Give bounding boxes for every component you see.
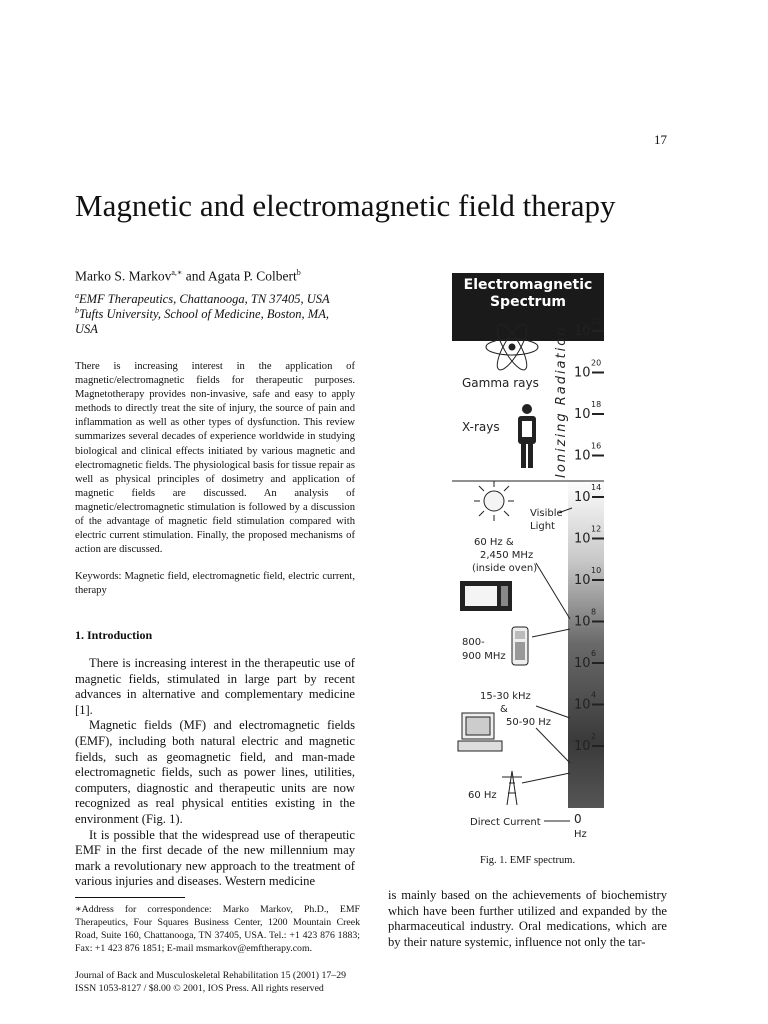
scale-tick-label: 10 [574,697,591,713]
ionizing-radiation-label: Ionizing Radiation [554,325,569,478]
scale-tick-exponent: 8 [591,607,597,617]
direct-current-label: Direct Current [470,817,541,828]
affiliation-b: $^b$Tufts University, School of Medicine, Boston, MA, USA [75,306,329,337]
scale-tick-label: 10 [574,656,591,671]
scale-tick-exponent: 14 [591,483,602,492]
scale-tick-label: 10 [574,531,591,547]
right-column-text: is mainly based on the achievements of biochemistry which have been further utilized and expanded by the pharmaceutical industry. Oral medications, which are by their nature systemic, influence not only the tar- [388,888,667,949]
scale-tick-label: 10 [574,490,591,505]
scale-tick-exponent: 10 [591,566,602,575]
scale-tick-label: 10 [574,739,591,754]
visible-label-1: Visible [530,508,563,519]
section-heading-introduction: 1. Introduction [75,628,153,642]
sun-icon [474,481,514,521]
scale-tick-exponent: 18 [591,400,602,409]
author-connector: and Agata P. Colbert [182,268,297,284]
cell-label-2: 900 MHz [462,651,506,662]
pc-label-3: 50-90 Hz [506,717,552,728]
author-1: Marko S. Markov [75,268,172,284]
cell-phone-icon [512,627,528,665]
visible-label-2: Light [530,521,555,532]
scale-tick-label: 10 [574,573,591,588]
oven-arrow [536,563,570,619]
microwave-icon [460,581,512,611]
scale-tick-label: 10 [574,448,591,464]
pc-label-2: & [500,704,508,715]
scale-tick-exponent: 16 [591,441,602,451]
figure-header-line2: Spectrum [489,294,567,310]
power-tower-icon [502,771,522,805]
atom-icon [486,320,538,373]
footnote-rule [75,897,185,898]
power-line-label: 60 Hz [468,790,497,801]
journal-issn: ISSN 1053-8127 / $8.00 © 2001, IOS Press. All rights reserved [75,983,324,994]
oven-label-2: 2,450 MHz [480,550,534,561]
author-2-sup: b [296,268,301,277]
figure-header-line1: Electromagnetic [463,277,593,293]
intro-paragraph: There is increasing interest in the therapeutic use of magnetic fields, stimulated in large part by recent advances in alternative and complementary medicine [1]. [75,656,355,717]
gamma-rays-label: Gamma rays [462,376,539,390]
author-1-sup: a,∗ [171,268,183,277]
keywords: Keywords: Magnetic field, electromagnetic field, electric current, therapy [75,571,355,597]
scale-tick-label: 10 [574,407,591,422]
emf-spectrum-figure [452,273,604,843]
scale-tick-exponent: 6 [591,649,597,658]
journal-info [75,969,375,995]
scale-tick-exponent: 20 [591,358,602,368]
intro-paragraph: Magnetic fields (MF) and electromagnetic fields (EMF), including both natural electric and magnetic fields, such as geomagnetic field, and man-made electromagnetic fields, such as power lines, utilities, computers, diagnostic and therapeutic units are now recognized as real physical entities existing in the environment (Fig. 1). [75,718,355,826]
oven-label-3: (inside oven) [472,563,538,574]
scale-tick-exponent: 12 [591,524,602,534]
xrays-label: X-rays [462,420,500,434]
figure-caption: Fig. 1. EMF spectrum. [480,855,576,866]
scale-tick-exponent: 2 [591,732,597,741]
scale-tick-exponent: 4 [591,690,597,700]
page-number: 17 [654,132,667,147]
paper-title: Magnetic and electromagnetic field therapy [75,188,616,223]
author-line [75,268,301,285]
computer-icon [458,713,502,751]
cell-arrow [532,629,570,637]
xray-person-icon [518,404,536,468]
scale-tick-label: 10 [574,324,591,339]
correspondence-footnote: ∗Address for correspondence: Marko Markov, Ph.D., EMF Therapeutics, Four Squares Business Center, 1200 Mountain Creek Road, Suite 160, Chattanooga, TN 37405, USA. Tel.: +1 423 876 1883; Fax: +1 423 876 1851; E-mail msmarkov@emftherapy.com. [75,904,360,954]
journal-citation: Journal of Back and Musculoskeletal Rehabilitation 15 (2001) 17–29 [75,970,346,981]
scale-tick-exponent: 22 [591,317,602,326]
affiliation-a: $^a$EMF Therapeutics, Chattanooga, TN 37405, USA [75,291,330,307]
introduction-body [75,656,355,890]
oven-label-1: 60 Hz & [474,537,514,548]
scale-tick-label: 10 [574,365,591,381]
abstract: There is increasing interest in the application of magnetic/electromagnetic fields for therapeutic purposes. Magnetotherapy provides non-invasive, safe and easy to apply methods to directly treat the site of injury, the source of pain and inflammation as well as other types of dysfunction. This review summarizes several decades of experience worldwide in studying biological and clinical effects initiated by various magnetic and electromagnetic fields. The physiological basis for tissue repair as well as physical principles of dosimetry and application of magnetic fields are discussed. An analysis of magnetic/electromagnetic stimulation is followed by a discussion of the advantage of magnetic field stimulation compared with electric current stimulation. Finally, the proposed mechanisms of action are discussed. [75,361,355,556]
scale-zero: 0 [574,812,582,826]
pc-arrow-2 [536,728,570,763]
power-arrow [522,773,570,783]
pc-label-1: 15-30 kHz [480,691,531,702]
scale-unit: Hz [574,829,587,840]
spectrum-diagram [452,273,604,843]
scale-tick-label: 10 [574,614,591,630]
intro-paragraph: It is possible that the widespread use of therapeutic EMF in the first decade of the new millennium may mark a revolutionary new approach to the treatment of various injuries and diseases. Western medicine [75,827,355,889]
cell-label-1: 800- [462,637,485,648]
